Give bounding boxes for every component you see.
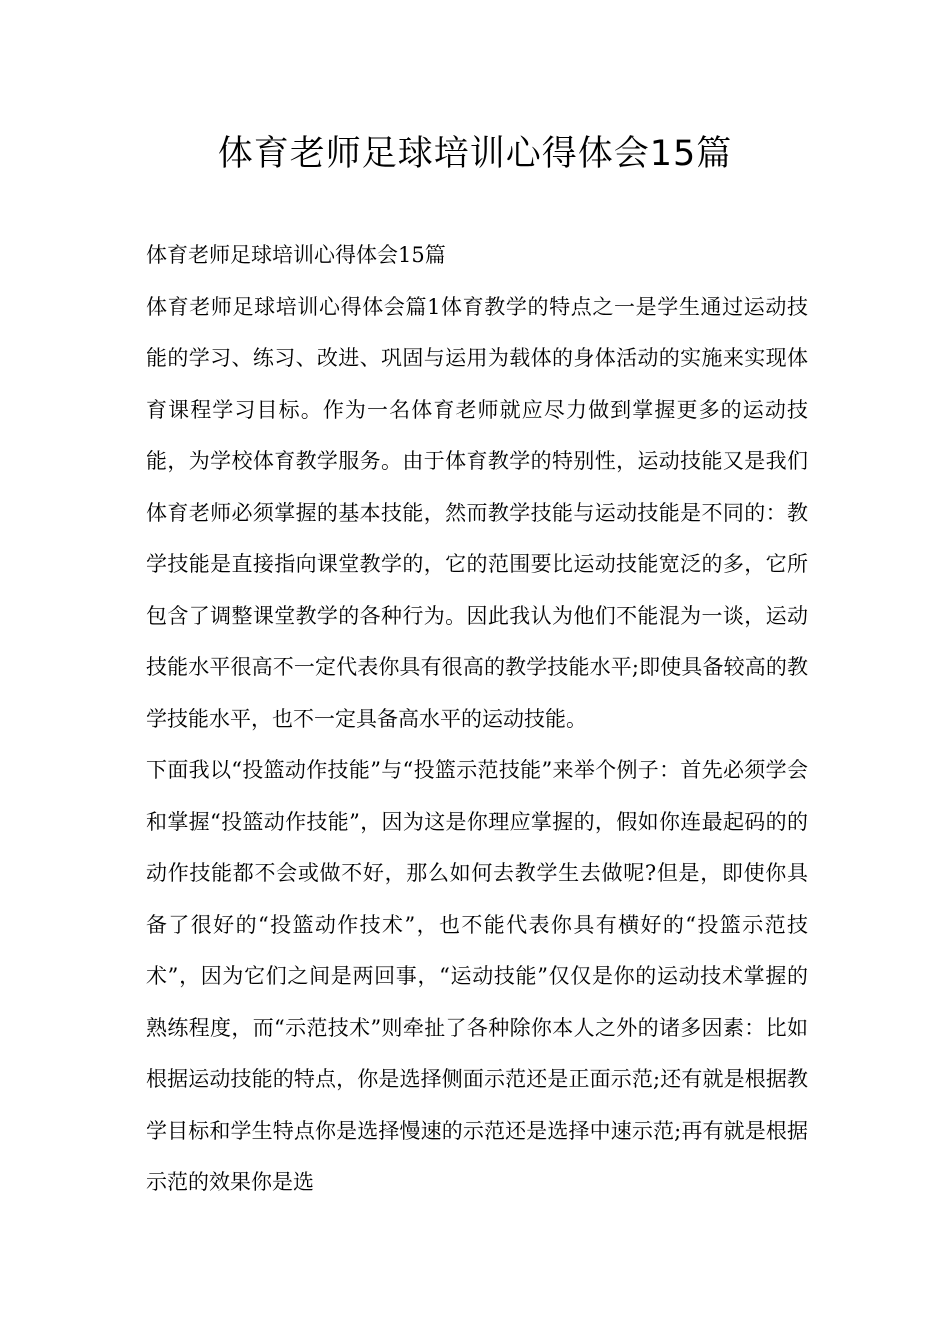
paragraph-2: 下面我以“投篮动作技能”与“投篮示范技能”来举个例子：首先必须学会和掌握“投篮动作技能”，因为这是你理应掌握的，假如你连最起码的的动作技能都不会或做不好，那么如何去教学生去做呢?但是，即使你具备了很好的“投篮动作技术”，也不能代表你具有横好的“投篮示范技术”，因为它们之间是两回事，“运动技能”仅仅是你的运动技术掌握的熟练程度，而“示范技术”则牵扯了各种除你本人之外的诸多因素：比如根据运动技能的特点，你是选择侧面示范还是正面示范;还有就是根据教学目标和学生特点你是选择慢速的示范还是选择中速示范;再有就是根据示范的效果你是选 [146, 758, 808, 1194]
document-title: 体育老师足球培训心得体会15篇 [217, 134, 733, 174]
paragraph-1: 体育老师足球培训心得体会篇1体育教学的特点之一是学生通过运动技能的学习、练习、改进、巩固与运用为载体的身体活动的实施来实现体育课程学习目标。作为一名体育老师就应尽力做到掌握更多的运动技能，为学校体育教学服务。由于体育教学的特别性，运动技能又是我们体育老师必须掌握的基本技能，然而教学技能与运动技能是不同的：教学技能是直接指向课堂教学的，它的范围要比运动技能宽泛的多，它所包含了调整课堂教学的各种行为。因此我认为他们不能混为一谈，运动技能水平很高不一定代表你具有很高的教学技能水平;即使具备较高的教学技能水平，也不一定具备高水平的运动技能。 [146, 294, 808, 731]
paragraph-subtitle: 体育老师足球培训心得体会15篇 [146, 243, 446, 267]
document-body [146, 230, 808, 1209]
